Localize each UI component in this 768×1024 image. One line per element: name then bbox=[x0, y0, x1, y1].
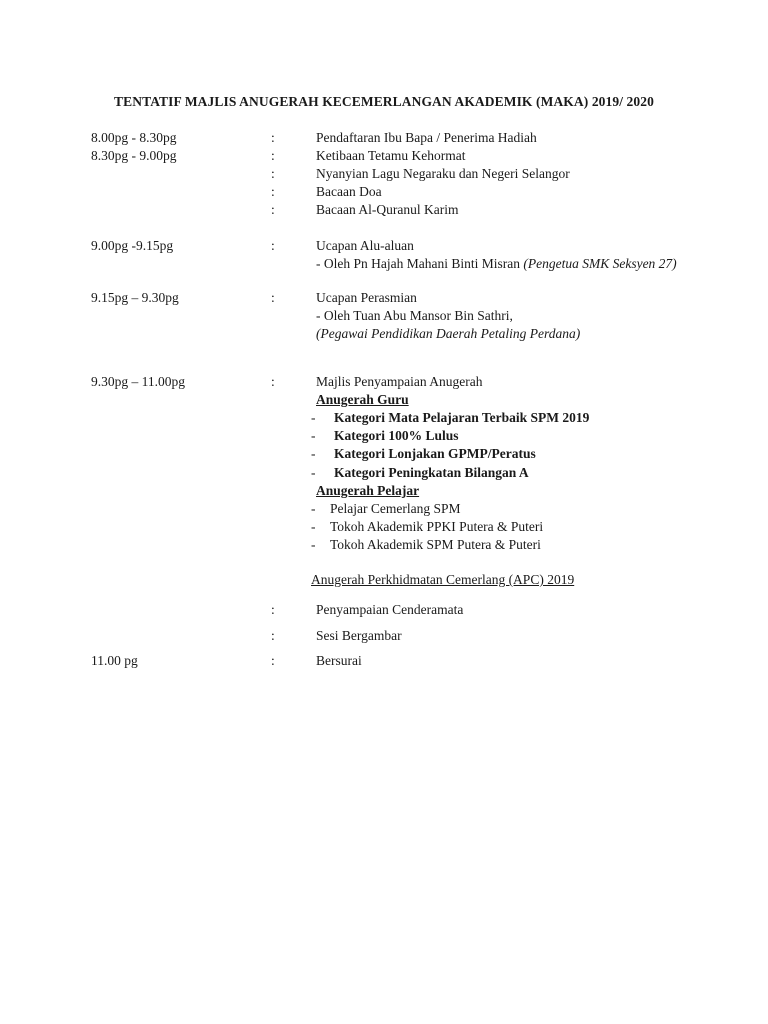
guru-category-item: Kategori Lonjakan GPMP/Peratus bbox=[334, 446, 536, 461]
bullet-dash: - bbox=[311, 410, 316, 425]
bullet-dash: - bbox=[311, 465, 316, 480]
activity: Ucapan Alu-aluan bbox=[316, 238, 414, 253]
time-slot: 9.15pg – 9.30pg bbox=[91, 290, 179, 305]
activity: Bacaan Doa bbox=[316, 184, 382, 199]
colon-separator: : bbox=[271, 184, 275, 199]
bullet-dash: - bbox=[311, 428, 316, 443]
activity: Nyanyian Lagu Negaraku dan Negeri Selangor bbox=[316, 166, 570, 181]
activity: Bersurai bbox=[316, 653, 362, 668]
time-slot: 11.00 pg bbox=[91, 653, 138, 668]
activity: Bacaan Al-Quranul Karim bbox=[316, 202, 459, 217]
pelajar-award-heading: Anugerah Pelajar bbox=[316, 483, 420, 498]
colon-separator: : bbox=[271, 628, 275, 643]
time-slot: 9.00pg -9.15pg bbox=[91, 238, 174, 253]
document-title: TENTATIF MAJLIS ANUGERAH KECEMERLANGAN AKADEMIK (MAKA) 2019/ 2020 bbox=[114, 94, 654, 109]
time-slot: 8.30pg - 9.00pg bbox=[91, 148, 177, 163]
guru-category-item: Kategori Peningkatan Bilangan A bbox=[334, 465, 529, 480]
colon-separator: : bbox=[271, 166, 275, 181]
bullet-dash: - bbox=[311, 501, 316, 516]
colon-separator: : bbox=[271, 148, 275, 163]
colon-separator: : bbox=[271, 290, 275, 305]
colon-separator: : bbox=[271, 374, 275, 389]
pelajar-category-item: Tokoh Akademik SPM Putera & Puteri bbox=[330, 537, 541, 552]
activity: Ucapan Perasmian bbox=[316, 290, 417, 305]
colon-separator: : bbox=[271, 238, 275, 253]
guru-category-item: Kategori Mata Pelajaran Terbaik SPM 2019 bbox=[334, 410, 590, 425]
speaker-line bbox=[316, 255, 677, 273]
colon-separator: : bbox=[271, 602, 275, 617]
colon-separator: : bbox=[271, 130, 275, 145]
speaker-name: - Oleh Pn Hajah Mahani Binti Misran bbox=[316, 256, 524, 271]
time-slot: 9.30pg – 11.00pg bbox=[91, 374, 185, 389]
time-slot: 8.00pg - 8.30pg bbox=[91, 130, 177, 145]
speaker-name: - Oleh Tuan Abu Mansor Bin Sathri, bbox=[316, 308, 513, 323]
bullet-dash: - bbox=[311, 537, 316, 552]
guru-category-item: Kategori 100% Lulus bbox=[334, 428, 459, 443]
apc-award-heading: Anugerah Perkhidmatan Cemerlang (APC) 2019 bbox=[311, 572, 575, 587]
pelajar-category-item: Pelajar Cemerlang SPM bbox=[330, 501, 461, 516]
speaker-title: (Pengetua SMK Seksyen 27) bbox=[523, 256, 677, 271]
activity: Pendaftaran Ibu Bapa / Penerima Hadiah bbox=[316, 130, 537, 145]
activity: Penyampaian Cenderamata bbox=[316, 602, 464, 617]
activity: Majlis Penyampaian Anugerah bbox=[316, 374, 483, 389]
pelajar-category-item: Tokoh Akademik PPKI Putera & Puteri bbox=[330, 519, 544, 534]
guru-award-heading: Anugerah Guru bbox=[316, 392, 409, 407]
colon-separator: : bbox=[271, 202, 275, 217]
colon-separator: : bbox=[271, 653, 275, 668]
activity: Sesi Bergambar bbox=[316, 628, 402, 643]
bullet-dash: - bbox=[311, 519, 316, 534]
activity: Ketibaan Tetamu Kehormat bbox=[316, 148, 466, 163]
bullet-dash: - bbox=[311, 446, 316, 461]
speaker-title: (Pegawai Pendidikan Daerah Petaling Perdana) bbox=[316, 326, 581, 341]
